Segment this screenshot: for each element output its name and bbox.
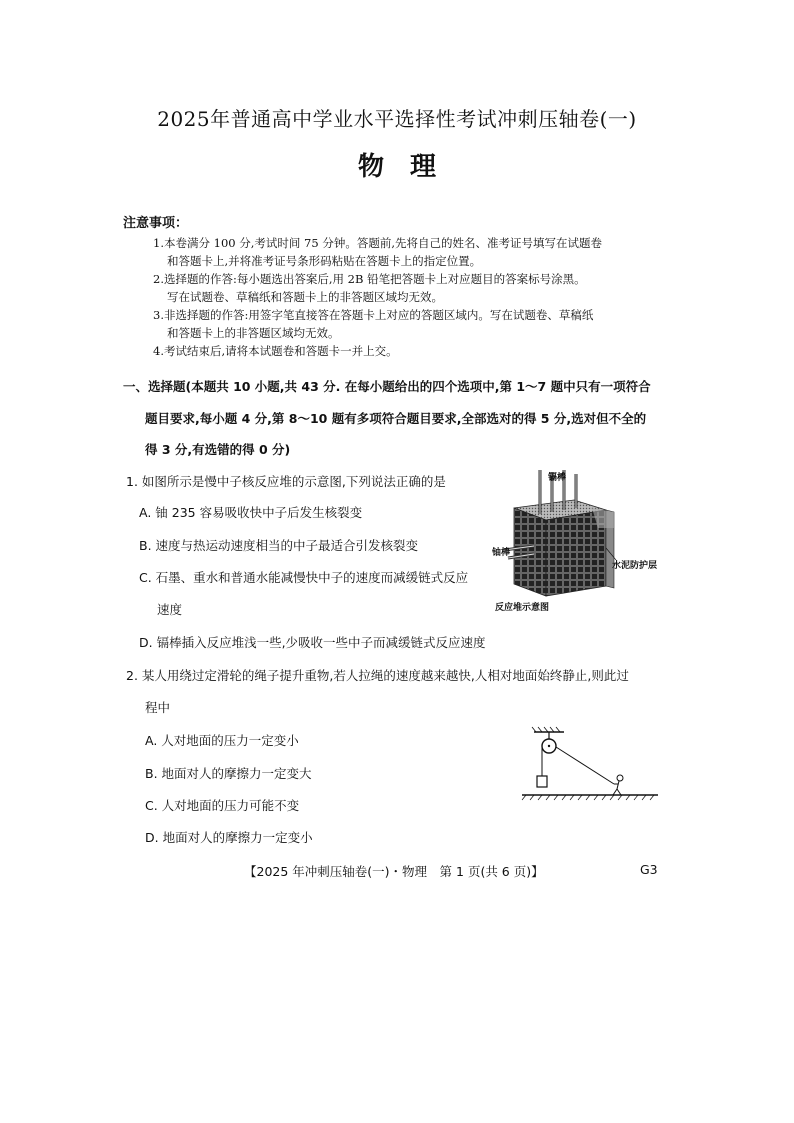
question-2-stem-cont: 程中 xyxy=(145,700,171,715)
question-1-option-d: D. 镉棒插入反应堆浅一些,少吸收一些中子而减缓链式反应速度 xyxy=(139,635,486,650)
question-1-option-a: A. 铀 235 容易吸收快中子后发生核裂变 xyxy=(139,505,363,520)
question-1-stem: 1. 如图所示是慢中子核反应堆的示意图,下列说法正确的是 xyxy=(126,474,446,489)
section-instructions: 一、选择题(本题共 10 小题,共 43 分. 在每小题给出的四个选项中,第 1～7 题中只有一项符合 xyxy=(123,379,651,394)
figure-caption: 反应堆示意图 xyxy=(495,603,550,613)
paper-code: G3 xyxy=(640,862,658,877)
note-line: 和答题卡上,并将准考证号条形码粘贴在答题卡上的指定位置。 xyxy=(167,254,482,268)
question-1-option-c-cont: 速度 xyxy=(157,602,183,617)
notes-heading: 注意事项： xyxy=(123,216,189,231)
note-line: 3.非选择题的作答:用签字笔直接答在答题卡上对应的答题区域内。写在试题卷、草稿纸 xyxy=(153,308,594,322)
section-instructions: 得 3 分,有选错的得 0 分) xyxy=(145,442,291,457)
reactor-figure xyxy=(486,468,696,618)
note-line: 写在试题卷、草稿纸和答题卡上的非答题区域均无效。 xyxy=(167,290,443,304)
question-1-option-b: B. 速度与热运动速度相当的中子最适合引发核裂变 xyxy=(139,538,419,553)
label-cadmium-rod: 镉棒 xyxy=(548,473,567,483)
section-instructions: 题目要求,每小题 4 分,第 8～10 题有多项符合题目要求,全部选对的得 5 分,选对但不全的 xyxy=(145,411,647,426)
note-line: 2.选择题的作答:每小题选出答案后,用 2B 铅笔把答题卡上对应题目的答案标号涂黑。 xyxy=(153,272,586,286)
page-title: 2025年普通高中学业水平选择性考试冲刺压轴卷(一) xyxy=(157,107,637,131)
reactor-diagram xyxy=(486,468,696,618)
note-line: 和答题卡上的非答题区域均无效。 xyxy=(167,326,340,340)
question-1-option-c: C. 石墨、重水和普通水能减慢快中子的速度而减缓链式反应 xyxy=(139,570,469,585)
question-2-option-d: D. 地面对人的摩擦力一定变小 xyxy=(145,830,313,845)
subject-title: 物 理 xyxy=(357,152,436,182)
question-2-stem: 2. 某人用绕过定滑轮的绳子提升重物,若人拉绳的速度越来越快,人相对地面始终静止,则此过 xyxy=(126,668,629,683)
label-uranium-rod: 铀棒 xyxy=(492,548,511,558)
note-line: 4.考试结束后,请将本试题卷和答题卡一并上交。 xyxy=(153,344,398,358)
pulley-diagram xyxy=(518,726,663,802)
question-2-option-a: A. 人对地面的压力一定变小 xyxy=(145,733,299,748)
page-footer: 【2025 年冲刺压轴卷(一)・物理 第 1 页(共 6 页)】 xyxy=(244,864,544,879)
question-2-option-c: C. 人对地面的压力可能不变 xyxy=(145,798,300,813)
note-line: 1.本卷满分 100 分,考试时间 75 分钟。答题前,先将自己的姓名、准考证号填写在试题卷 xyxy=(153,236,602,250)
pulley-figure xyxy=(518,726,663,802)
question-2-option-b: B. 地面对人的摩擦力一定变大 xyxy=(145,766,312,781)
label-concrete-shield: 水泥防护层 xyxy=(612,561,658,571)
